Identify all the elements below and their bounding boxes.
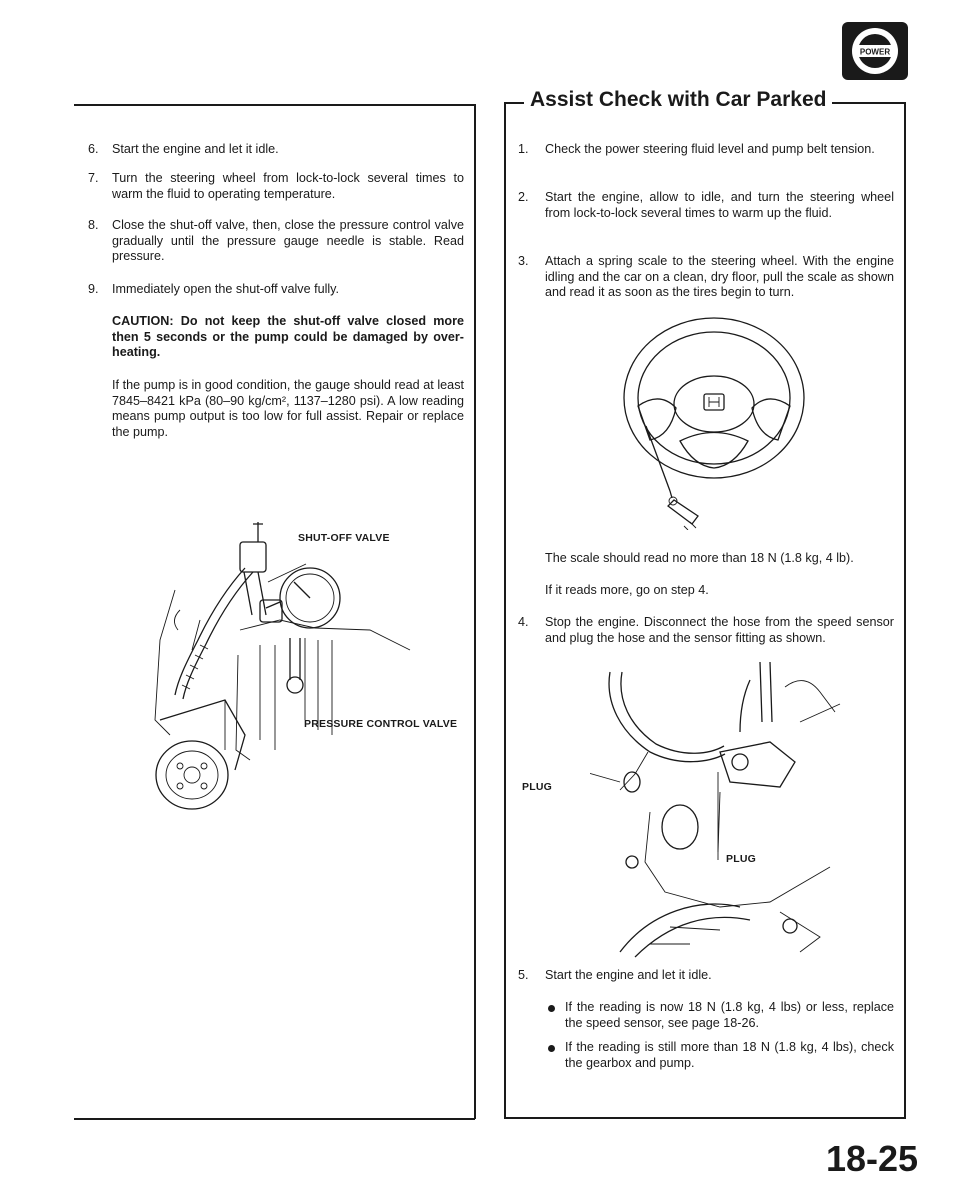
right-column-border-right	[904, 102, 906, 1118]
step-text: Immediately open the shut-off valve fully.	[112, 282, 340, 296]
left-column-border	[474, 104, 476, 1119]
step-number: 3.	[518, 254, 529, 268]
right-title-rule-right	[820, 102, 906, 104]
step-text: Start the engine and let it idle.	[112, 142, 279, 156]
step-text: Stop the engine. Disconnect the hose from the speed sensor and plug the hose and the sensor fitting as shown.	[545, 615, 894, 645]
power-steering-logo	[842, 22, 908, 80]
step-number: 1.	[518, 142, 529, 156]
right-bottom-rule	[504, 1117, 906, 1119]
pressure-gauge-illustration	[140, 520, 470, 820]
step-number: 6.	[88, 142, 99, 156]
plug-label-left: PLUG	[522, 781, 552, 793]
logo-text: POWER	[859, 47, 891, 57]
step-number: 8.	[88, 218, 99, 232]
scale-reading-followup: If it reads more, go on step 4.	[545, 583, 709, 597]
left-bottom-rule	[74, 1118, 475, 1120]
step-text: Start the engine, allow to idle, and turn the steering wheel from lock-to-lock several times to warm up the fluid.	[545, 190, 894, 220]
plug-label-right: PLUG	[726, 853, 756, 865]
bullet-text: If the reading is now 18 N (1.8 kg, 4 lbs) or less, replace the speed sensor, see page 18-26.	[565, 1000, 894, 1030]
bullet-dot-icon	[548, 1005, 555, 1012]
step-text: Turn the steering wheel from lock-to-lock several times to warm the fluid to operating temperature.	[112, 171, 464, 201]
section-title: Assist Check with Car Parked	[524, 88, 832, 112]
steering-wheel-illustration	[610, 316, 810, 530]
step-text: Close the shut-off valve, then, close the pressure control valve gradually until the pressure gauge needle is stable. Read pressure.	[112, 218, 464, 263]
right-column-border-left	[504, 102, 506, 1118]
scale-reading-note: The scale should read no more than 18 N (1.8 kg, 4 lb).	[545, 551, 854, 565]
step-text: Start the engine and let it idle.	[545, 968, 712, 982]
bullet-text: If the reading is still more than 18 N (1.8 kg, 4 lbs), check the gearbox and pump.	[565, 1040, 894, 1070]
caution-note: CAUTION: Do not keep the shut-off valve closed more then 5 seconds or the pump could be damaged by over-heating.	[112, 314, 464, 359]
speed-sensor-plug-illustration	[590, 662, 850, 960]
shutoff-valve-label: SHUT-OFF VALVE	[298, 532, 390, 544]
step-number: 4.	[518, 615, 529, 629]
step-text: Check the power steering fluid level and pump belt tension.	[545, 142, 875, 156]
step-number: 9.	[88, 282, 99, 296]
step-number: 5.	[518, 968, 529, 982]
left-top-rule	[74, 104, 475, 106]
step-number: 2.	[518, 190, 529, 204]
pressure-control-valve-label: PRESSURE CONTROL VALVE	[304, 718, 458, 730]
bullet-dot-icon	[548, 1045, 555, 1052]
step-text: Attach a spring scale to the steering wheel. With the engine idling and the car on a clean, dry floor, pull the scale as shown and read it as soon as the tires begin to turn.	[545, 254, 894, 299]
page-number: 18-25	[826, 1138, 919, 1179]
step-number: 7.	[88, 171, 99, 185]
pressure-spec-note: If the pump is in good condition, the gauge should read at least 7845–8421 kPa (80–90 kg/cm², 1137–1280 psi). A low reading means pump output is too low for full assist. Repair or replace the pump.	[112, 378, 464, 439]
